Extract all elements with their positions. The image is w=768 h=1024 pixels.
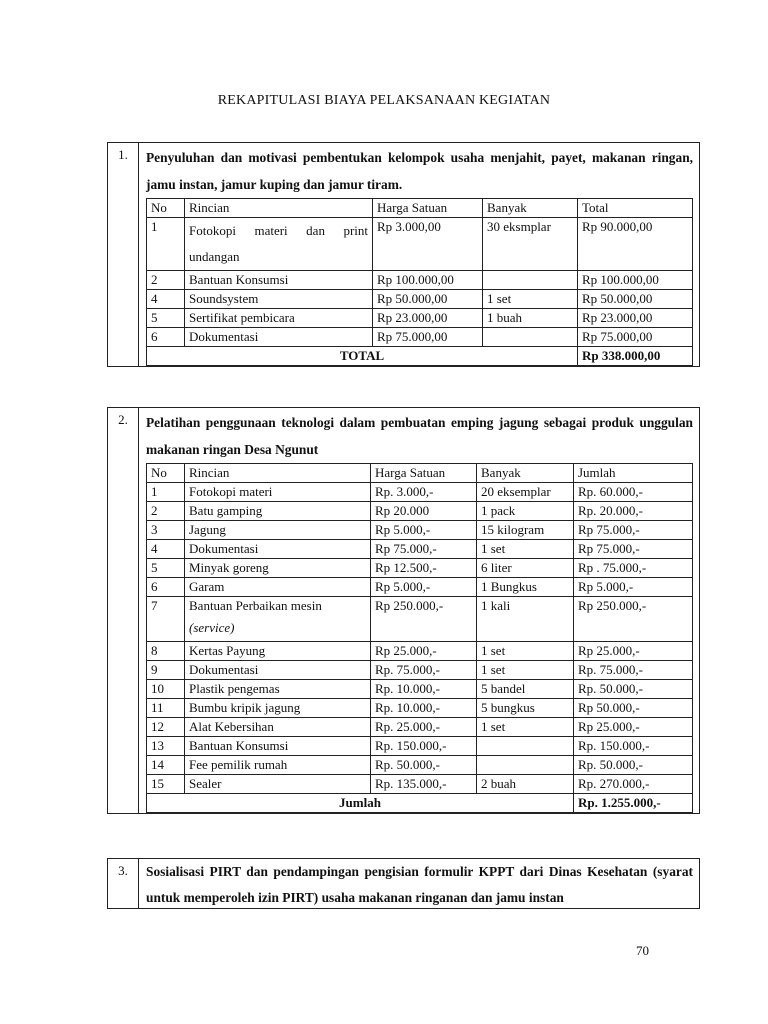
- cell-jumlah: Rp 25.000,-: [574, 642, 693, 661]
- cell-banyak: 1 set: [477, 642, 574, 661]
- section-heading: Sosialisasi PIRT dan pendampingan pengisian formulir KPPT dari Dinas Kesehatan (syarat untuk memperoleh izin PIRT) usaha makanan ringanan dan jamu instan: [146, 864, 693, 905]
- cell-banyak: 6 liter: [477, 559, 574, 578]
- rincian-note: (service): [189, 620, 235, 635]
- column-header: Harga Satuan: [371, 464, 477, 483]
- cell-total: Rp 23.000,00: [578, 309, 693, 328]
- cell-banyak: 1 pack: [477, 502, 574, 521]
- cell-no: 10: [147, 680, 185, 699]
- cell-jumlah: Rp 50.000,-: [574, 699, 693, 718]
- cell-jumlah: Rp 25.000,-: [574, 718, 693, 737]
- table-row: [147, 521, 693, 540]
- cell-no: 3: [147, 521, 185, 540]
- cell-rincian: Dokumentasi: [185, 328, 373, 347]
- rincian-text: Bantuan Perbaikan mesin: [189, 598, 322, 613]
- cell-banyak: [477, 737, 574, 756]
- table-row: [147, 597, 693, 642]
- page-number: 70: [636, 943, 649, 958]
- cell-jumlah: Rp. 50.000,-: [574, 680, 693, 699]
- cell-rincian: Alat Kebersihan: [185, 718, 371, 737]
- cell-rincian: Bumbu kripik jagung: [185, 699, 371, 718]
- table-row: [147, 483, 693, 502]
- cell-rincian: Soundsystem: [185, 290, 373, 309]
- table-row: [147, 680, 693, 699]
- cell-banyak: 2 buah: [477, 775, 574, 794]
- cell-jumlah: Rp 5.000,-: [574, 578, 693, 597]
- cell-rincian: Batu gamping: [185, 502, 371, 521]
- table-row: [147, 271, 693, 290]
- cell-harga: Rp. 75.000,-: [371, 661, 477, 680]
- cell-rincian: Dokumentasi: [185, 661, 371, 680]
- column-header: No: [147, 199, 185, 218]
- cell-harga: Rp 5.000,-: [371, 521, 477, 540]
- table-row: [147, 699, 693, 718]
- cell-no: 9: [147, 661, 185, 680]
- table-row: [147, 578, 693, 597]
- table-header-row: [147, 199, 693, 218]
- cell-jumlah: Rp. 75.000,-: [574, 661, 693, 680]
- cell-rincian: Bantuan Konsumsi: [185, 271, 373, 290]
- table-row: [147, 661, 693, 680]
- total-label: Jumlah: [147, 794, 574, 813]
- column-header: Banyak: [477, 464, 574, 483]
- cell-banyak: 5 bungkus: [477, 699, 574, 718]
- cell-no: 2: [147, 271, 185, 290]
- section-number: 2.: [108, 408, 139, 813]
- cell-rincian: Bantuan Konsumsi: [185, 737, 371, 756]
- column-header: Rincian: [185, 199, 373, 218]
- cell-rincian: Dokumentasi: [185, 540, 371, 559]
- cell-no: 11: [147, 699, 185, 718]
- cell-no: 6: [147, 328, 185, 347]
- cell-total: Rp 90.000,00: [578, 218, 693, 271]
- total-value: Rp 338.000,00: [578, 347, 693, 366]
- total-value: Rp. 1.255.000,-: [574, 794, 693, 813]
- cell-banyak: 1 set: [483, 290, 578, 309]
- cell-no: 15: [147, 775, 185, 794]
- cell-rincian: Jagung: [185, 521, 371, 540]
- cell-jumlah: Rp 250.000,-: [574, 597, 693, 642]
- column-header: Banyak: [483, 199, 578, 218]
- cell-rincian: Sealer: [185, 775, 371, 794]
- cell-harga: Rp. 10.000,-: [371, 699, 477, 718]
- cell-rincian: Fee pemilik rumah: [185, 756, 371, 775]
- cell-harga: Rp 12.500,-: [371, 559, 477, 578]
- cell-harga: Rp. 50.000,-: [371, 756, 477, 775]
- cell-banyak: [477, 756, 574, 775]
- cell-harga: Rp 100.000,00: [373, 271, 483, 290]
- cell-no: 7: [147, 597, 185, 642]
- column-header: No: [147, 464, 185, 483]
- section-heading: Penyuluhan dan motivasi pembentukan kelompok usaha menjahit, payet, makanan ringan, jamu instan, jamur kuping dan jamur tiram.: [146, 150, 693, 192]
- cost-table: [146, 463, 693, 813]
- table-row: [147, 502, 693, 521]
- cell-jumlah: Rp. 50.000,-: [574, 756, 693, 775]
- cell-no: 1: [147, 218, 185, 271]
- table-row: [147, 642, 693, 661]
- total-row: [147, 347, 693, 366]
- total-label: TOTAL: [147, 347, 578, 366]
- cell-no: 6: [147, 578, 185, 597]
- cell-banyak: [483, 271, 578, 290]
- cell-banyak: [483, 328, 578, 347]
- cell-harga: Rp 250.000,-: [371, 597, 477, 642]
- cell-harga: Rp 75.000,-: [371, 540, 477, 559]
- cell-rincian: Minyak goreng: [185, 559, 371, 578]
- cell-banyak: 20 eksemplar: [477, 483, 574, 502]
- cell-harga: Rp. 150.000,-: [371, 737, 477, 756]
- cell-rincian: Fotokopi materi: [185, 483, 371, 502]
- cell-rincian: Garam: [185, 578, 371, 597]
- table-row: [147, 309, 693, 328]
- cell-jumlah: Rp 75.000,-: [574, 521, 693, 540]
- cell-no: 4: [147, 290, 185, 309]
- table-header-row: [147, 464, 693, 483]
- table-row: [147, 737, 693, 756]
- section-3: [107, 858, 700, 909]
- cell-rincian: Fotokopi materi dan print undangan: [185, 218, 373, 271]
- cell-harga: Rp 20.000: [371, 502, 477, 521]
- page-title: REKAPITULASI BIAYA PELAKSANAAN KEGIATAN: [217, 93, 551, 108]
- cell-harga: Rp. 135.000,-: [371, 775, 477, 794]
- cell-harga: Rp. 25.000,-: [371, 718, 477, 737]
- table-row: [147, 290, 693, 309]
- cell-jumlah: Rp. 60.000,-: [574, 483, 693, 502]
- cell-jumlah: Rp . 75.000,-: [574, 559, 693, 578]
- cell-harga: Rp 75.000,00: [373, 328, 483, 347]
- cell-harga: Rp 50.000,00: [373, 290, 483, 309]
- table-row: [147, 718, 693, 737]
- table-row: [147, 328, 693, 347]
- column-header: Rincian: [185, 464, 371, 483]
- cell-banyak: 1 set: [477, 540, 574, 559]
- cell-jumlah: Rp. 270.000,-: [574, 775, 693, 794]
- cell-no: 13: [147, 737, 185, 756]
- cell-harga: Rp. 3.000,-: [371, 483, 477, 502]
- table-row: [147, 756, 693, 775]
- cell-no: 5: [147, 559, 185, 578]
- cost-table: [146, 198, 693, 366]
- cell-banyak: 1 set: [477, 661, 574, 680]
- cell-harga: Rp 23.000,00: [373, 309, 483, 328]
- cell-total: Rp 100.000,00: [578, 271, 693, 290]
- table-row: [147, 775, 693, 794]
- cell-jumlah: Rp. 20.000,-: [574, 502, 693, 521]
- cell-total: Rp 50.000,00: [578, 290, 693, 309]
- column-header: Harga Satuan: [373, 199, 483, 218]
- cell-jumlah: Rp. 150.000,-: [574, 737, 693, 756]
- table-row: [147, 218, 693, 271]
- section-number: 3.: [108, 859, 139, 908]
- table-row: [147, 540, 693, 559]
- cell-banyak: 15 kilogram: [477, 521, 574, 540]
- total-row: [147, 794, 693, 813]
- cell-no: 4: [147, 540, 185, 559]
- cell-banyak: 1 Bungkus: [477, 578, 574, 597]
- cell-banyak: 1 buah: [483, 309, 578, 328]
- section-number: 1.: [108, 143, 139, 366]
- section-heading: Pelatihan penggunaan teknologi dalam pembuatan emping jagung sebagai produk unggulan makanan ringan Desa Ngunut: [146, 415, 693, 457]
- cell-no: 14: [147, 756, 185, 775]
- table-row: [147, 559, 693, 578]
- section-2: [107, 407, 700, 814]
- cell-banyak: 1 set: [477, 718, 574, 737]
- cell-harga: Rp. 10.000,-: [371, 680, 477, 699]
- cell-no: 2: [147, 502, 185, 521]
- cell-rincian: Kertas Payung: [185, 642, 371, 661]
- cell-jumlah: Rp 75.000,-: [574, 540, 693, 559]
- cell-harga: Rp 3.000,00: [373, 218, 483, 271]
- section-1: [107, 142, 700, 367]
- cell-no: 12: [147, 718, 185, 737]
- cell-harga: Rp 5.000,-: [371, 578, 477, 597]
- cell-harga: Rp 25.000,-: [371, 642, 477, 661]
- cell-rincian: Plastik pengemas: [185, 680, 371, 699]
- cell-no: 8: [147, 642, 185, 661]
- cell-no: 5: [147, 309, 185, 328]
- column-header: Jumlah: [574, 464, 693, 483]
- cell-rincian: Sertifikat pembicara: [185, 309, 373, 328]
- cell-banyak: 5 bandel: [477, 680, 574, 699]
- cell-rincian: [185, 597, 371, 642]
- cell-total: Rp 75.000,00: [578, 328, 693, 347]
- cell-banyak: 1 kali: [477, 597, 574, 642]
- cell-no: 1: [147, 483, 185, 502]
- cell-banyak: 30 eksmplar: [483, 218, 578, 271]
- column-header: Total: [578, 199, 693, 218]
